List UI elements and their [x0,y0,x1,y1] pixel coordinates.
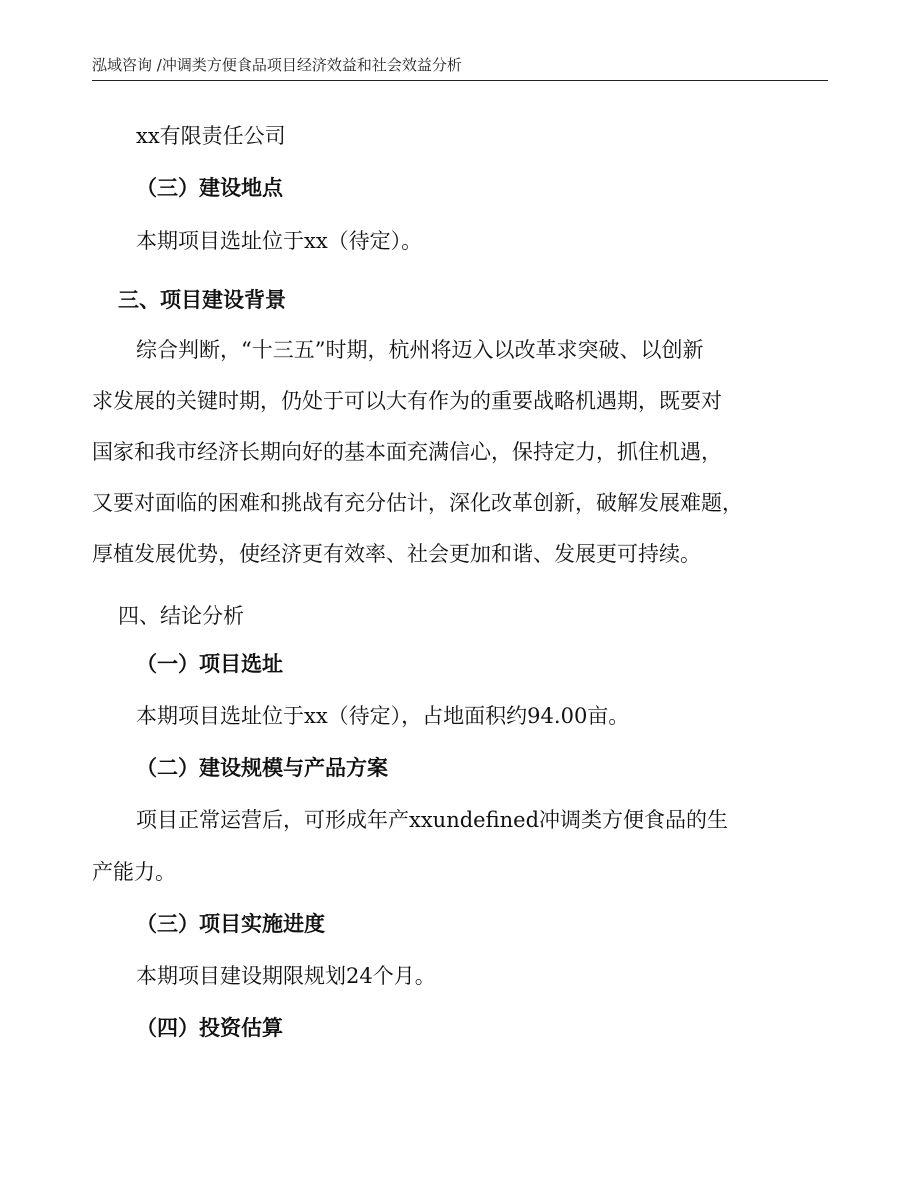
section-heading-investment: （四）投资估算 [136,1016,283,1040]
header-divider [92,80,828,81]
section-heading-site: （一）项目选址 [136,652,283,676]
chapter-heading-background: 三、项目建设背景 [118,288,286,312]
scale-paragraph-line: 项目正常运营后，可形成年产xxundefined冲调类方便食品的生 [136,808,729,832]
page-header: 泓域咨询 /冲调类方便食品项目经济效益和社会效益分析 [92,56,462,74]
section-heading-location: （三）建设地点 [136,176,283,200]
location-paragraph: 本期项目选址位于xx（待定）。 [136,229,423,253]
company-name-line: xx有限责任公司 [136,124,286,148]
section-heading-scale: （二）建设规模与产品方案 [136,756,388,780]
scale-paragraph-line: 产能力。 [92,860,176,884]
site-paragraph: 本期项目选址位于xx（待定），占地面积约94.00亩。 [136,704,630,728]
background-paragraph-line: 厚植发展优势，使经济更有效率、社会更加和谐、发展更可持续。 [92,542,701,566]
schedule-paragraph: 本期项目建设期限规划24个月。 [136,964,436,988]
section-heading-schedule: （三）项目实施进度 [136,912,325,936]
background-paragraph-line: 求发展的关键时期，仍处于可以大有作为的重要战略机遇期，既要对 [92,389,722,413]
background-paragraph-line: 综合判断，“十三五”时期，杭州将迈入以改革求突破、以创新 [136,338,704,362]
background-paragraph-line: 国家和我市经济长期向好的基本面充满信心，保持定力，抓住机遇， [92,440,722,464]
background-paragraph-line: 又要对面临的困难和挑战有充分估计，深化改革创新，破解发展难题， [92,491,743,515]
chapter-heading-conclusion: 四、结论分析 [118,604,244,628]
